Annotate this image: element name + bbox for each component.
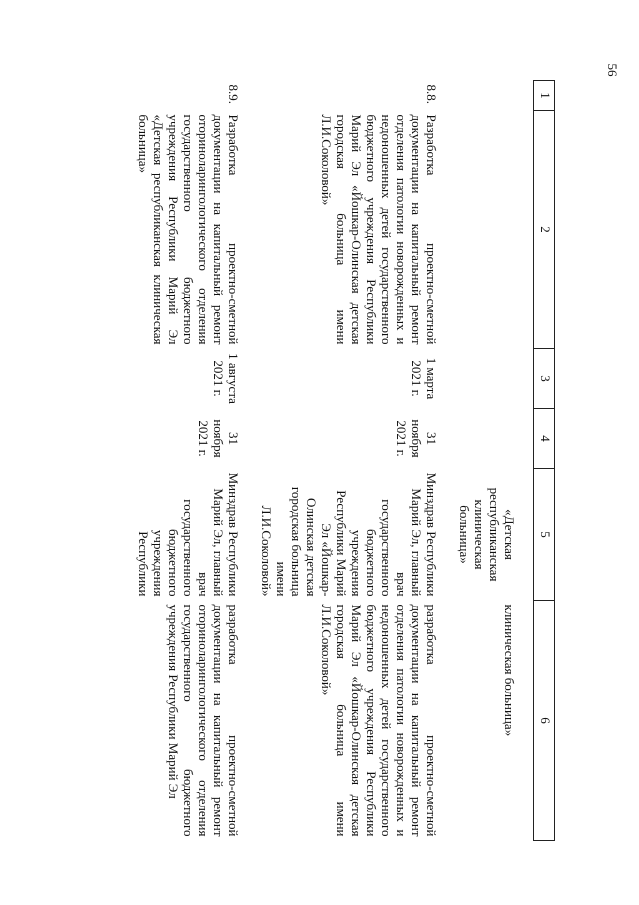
start-date-cell: 1 августа 2021 г. xyxy=(211,353,241,404)
task-cell: Разработка проектно-сметной документации на капитальный ремонт отделения патологии новорожденных и недоношенных детей государственного бюджетного учреждения Республики Марий Эл «Йошкар-Олинская детская городская больница имени Л.И.Соколовой» xyxy=(319,114,439,345)
end-date-cell: 31 ноября 2021 г. xyxy=(196,419,241,458)
end-date-cell: 31 ноября 2021 г. xyxy=(394,419,439,458)
row-number xyxy=(455,81,519,111)
task-cell xyxy=(455,111,519,349)
row-number: 8.9. xyxy=(226,84,241,104)
result-cell: клиническая больница» xyxy=(502,604,517,737)
header-col-1: 1 xyxy=(534,81,555,111)
table-row xyxy=(455,81,519,841)
header-col-3: 3 xyxy=(534,349,555,409)
page-number: 56 xyxy=(605,63,620,77)
start-date-cell: 1 марта 2021 г. xyxy=(409,357,439,400)
table-row xyxy=(257,81,441,841)
table-row xyxy=(134,81,243,841)
header-row xyxy=(534,81,555,841)
rotated-table-container xyxy=(85,80,555,840)
header-col-6: 6 xyxy=(534,601,555,841)
plan-table xyxy=(134,80,555,841)
result-cell: разработка проектно-сметной документации на капитальный ремонт отделения патологии новорожденных и недоношенных детей государственного бюджетного учреждения Республики Марий Эл «Йошкар-Олинская детская городская больница имени Л.И.Соколовой» xyxy=(319,604,439,837)
result-cell: разработка проектно-сметной документации на капитальный ремонт оториноларингологического отделения государственного бюджетного учреждения Республики Марий Эл xyxy=(166,604,241,837)
start-date-cell xyxy=(455,349,519,409)
task-cell: Разработка проектно-сметной документации на капитальный ремонт оториноларингологического отделения государственного бюджетного учреждения Республики Марий Эл «Детская республиканская клиническая больница» xyxy=(136,114,241,345)
header-col-5: 5 xyxy=(534,469,555,601)
row-number: 8.8. xyxy=(424,84,439,104)
header-col-2: 2 xyxy=(534,111,555,349)
responsible-cell: «Детская республиканская клиническая больница» xyxy=(457,487,517,582)
header-col-4: 4 xyxy=(534,409,555,469)
responsible-cell: Минздрав Республики Марий Эл, главный врач государственного бюджетного учреждения Республики Марий Эл «Йошкар-Олинская детская городская больница имени Л.И.Соколовой» xyxy=(259,472,439,597)
end-date-cell xyxy=(455,409,519,469)
responsible-cell: Минздрав Республики Марий Эл, главный врач государственного бюджетного учреждения Республики xyxy=(136,472,241,597)
